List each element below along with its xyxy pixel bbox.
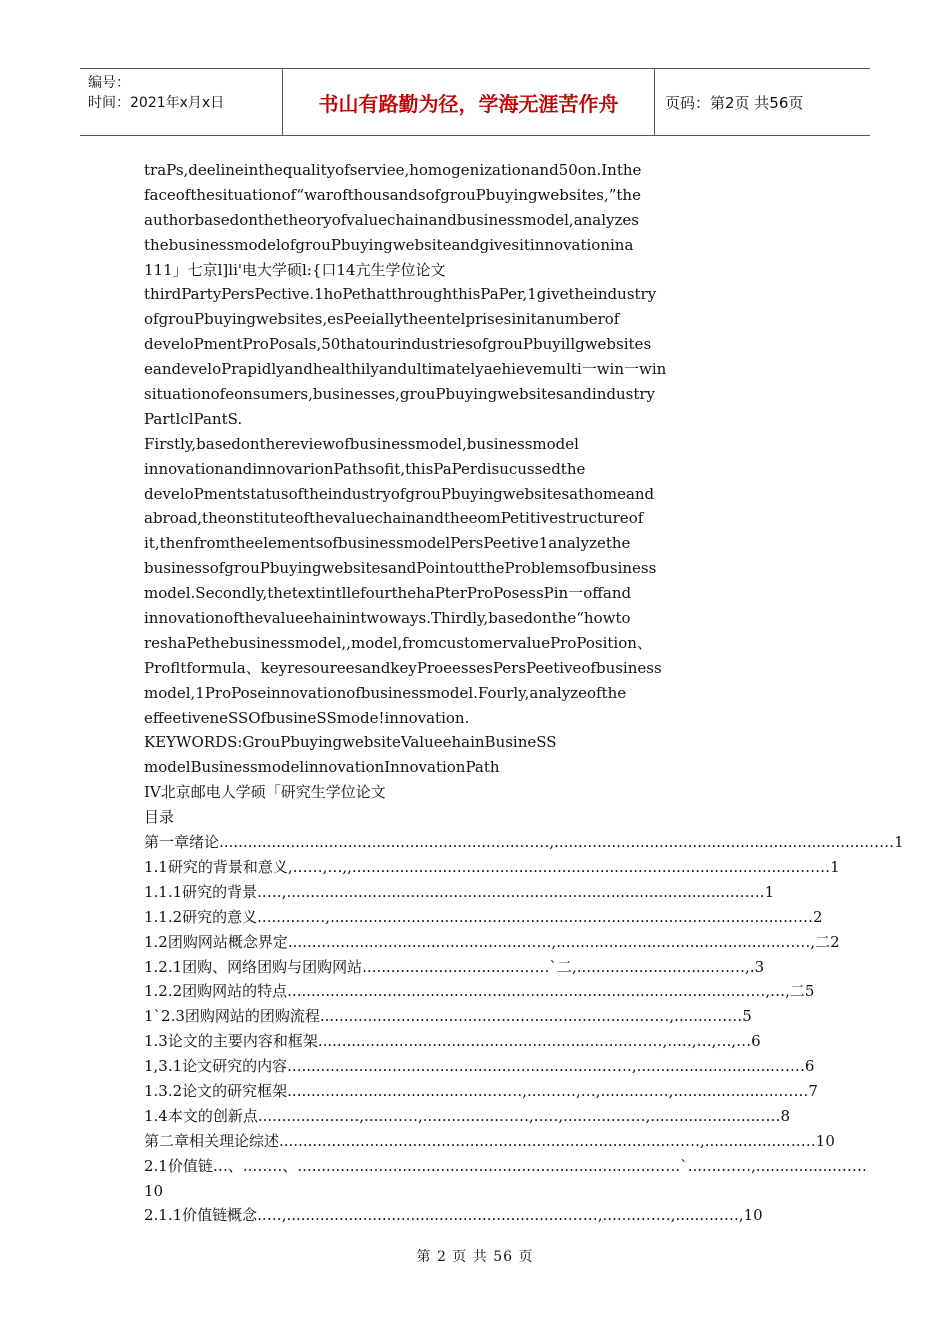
text-line: eandeveloPrapidlyandhealthilyandultimatelyaehievemulti一win一win	[144, 360, 667, 379]
header-motto: 书山有路勤为径，学海无涯苦作舟	[282, 69, 655, 135]
page-header	[80, 68, 870, 136]
text-line: modelBusinessmodelinnovationInnovationPath	[144, 758, 500, 777]
page-footer: 第 2 页 共 56 页	[416, 1249, 534, 1265]
document-body	[144, 158, 904, 1228]
header-page-info: 页码：第2页 共56页	[665, 93, 804, 112]
text-line: 10	[144, 1181, 164, 1200]
text-line: 1.2.1团购、网络团购与团购网站.................................……`二,.............................……,.3	[144, 957, 765, 976]
text-line: faceofthesituationof“warofthousandsofgrouPbuyingwebsites,”the	[144, 185, 641, 204]
text-line: innovationandinnovarionPathsofit,thisPaPerdisucussedthe	[144, 459, 586, 478]
text-line: thebusinessmodelofgrouPbuyingwebsiteandgivesitinnovationina	[144, 235, 634, 254]
text-line: 1.2.2团购网站的特点..............................................................................................……,…,二5	[144, 982, 815, 1001]
text-line: 1.3论文的主要内容和框架..................................................................……,..…,…,…,…6	[144, 1032, 761, 1051]
text-line: 1.3.2论文的研究框架...........................................……,....……,…,........……,......................……7	[144, 1081, 818, 1100]
text-line: Firstly,basedonthereviewofbusinessmodel,businessmodel	[144, 434, 579, 453]
text-line: 第二章相关理论综述..................................................................................……,.................……10	[144, 1131, 835, 1150]
text-line: 1.2团购网站概念界定.................................................……,...............................................……,二2	[144, 932, 840, 951]
text-line: develoPmentProPosals,50thatourindustriesofgrouPbuyillgwebsites	[144, 335, 652, 354]
text-line: model,1ProPoseinnovationofbusinessmodel.Fourly,analyzeofthe	[144, 683, 627, 702]
text-line: innovationofthevalueehainintwoways.Thirdly,basedonthe“howto	[144, 609, 631, 628]
text-line: abroad,theonstituteofthevaluechainandtheeomPetitivestructureof	[144, 509, 644, 528]
text-line: businessofgrouPbuyingwebsitesandPointouttheProblemsofbusiness	[144, 559, 657, 578]
text-line: reshaPethebusinessmodel,,model,fromcustomervalueProPosition、	[144, 633, 652, 652]
text-line: 2.1.1价值链概念..…,...........................................................……,........……,.......……,10	[144, 1206, 763, 1225]
text-line: 1`2.3团购网站的团购流程...................................................................……,........……5	[144, 1007, 752, 1026]
text-line: 111」七京l]li'电大学硕l:{口14亢生学位论文	[144, 260, 446, 279]
text-line: effeetiveneSSOfbusineSSmode!innovation.	[144, 708, 470, 727]
text-line: 1.1研究的背景和意义,……,…,,..............................................................................................……1	[144, 857, 840, 876]
text-line: PartlclPantS.	[144, 409, 243, 428]
text-line: develoPmentstatusoftheindustryofgrouPbuyingwebsitesathomeand	[144, 484, 655, 503]
text-line: thirdPartyPersPective.1hoPethatthroughthisPaPer,1givetheindustry	[144, 285, 657, 304]
text-line: model.Secondly,thetextintllefourthehaPterProPosessPin一offand	[144, 584, 632, 603]
text-line: 第一章绪论...............................................................……,.................................................................……1	[144, 833, 904, 852]
text-line: 1.1.2研究的意义........……,...............................................................................................……2	[144, 907, 823, 926]
header-meta	[80, 69, 282, 135]
text-line: 1,3.1论文研究的内容..................................................................……,.............................……6	[144, 1057, 815, 1076]
text-line: 目录	[144, 808, 175, 827]
text-line: ofgrouPbuyingwebsites,esPeeiallytheentelprisesinitanumberof	[144, 310, 620, 329]
document-number-label: 编号：	[88, 75, 130, 91]
text-line: Profltformula、keyresoureesandkeyProeessesPersPeetiveofbusiness	[144, 658, 662, 677]
text-line: it,thenfromtheelementsofbusinessmodelPersPeetive1analyzethe	[144, 534, 631, 553]
text-line: situationofeonsumers,businesses,grouPbuyingwebsitesandindustry	[144, 385, 655, 404]
text-line: IV北京邮电人学硕「研究生学位论文	[144, 783, 386, 802]
text-line: 1.4本文的创新点...............……,.....……,................……,..…,...........……,.....................……8	[144, 1106, 791, 1125]
text-line: KEYWORDS:GrouPbuyingwebsiteValueehainBusineSS	[144, 733, 557, 752]
text-line: 2.1价值链…、..……、..........................................................................……`.......……,.................……	[144, 1156, 867, 1175]
text-line: authorbasedonthetheoryofvaluechainandbusinessmodel,analyzes	[144, 210, 639, 229]
text-line: traPs,deelineinthequalityofserviee,homogenizationand50on.Inthe	[144, 161, 642, 179]
text-line: 1.1.1研究的背景..…,..............................................................................................……1	[144, 882, 775, 901]
document-date: 时间：2021年x月x日	[88, 95, 225, 111]
